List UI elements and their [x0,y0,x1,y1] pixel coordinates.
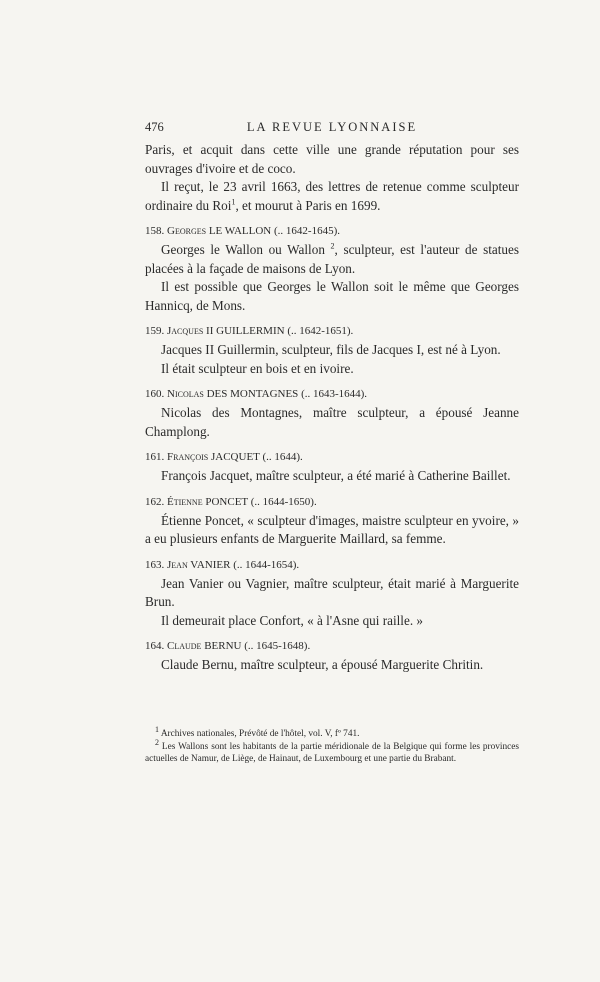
entry-paragraph: Claude Bernu, maître sculpteur, a épousé Marguerite Chritin. [161,657,484,672]
footnote: $^1$ Archives nationales, Prévôté de l'hôtel, vol. V, fº 741. [155,724,360,739]
entry-paragraph: François Jacquet, maître sculpteur, a été marié à Catherine Baillet. [161,468,511,483]
intro-paragraph: Paris, et acquit dans cette ville une grande réputation pour ses ouvrages d'ivoire et de coco. [145,142,519,176]
intro-paragraph: Il reçut, le 23 avril 1663, des lettres de retenue comme sculpteur ordinaire du Roi$^1$, et mourut à Paris en 1699. [145,179,519,213]
footnote-ref: 1 [231,197,236,207]
entry-paragraph: Nicolas des Montagnes, maître sculpteur, a épousé Jeanne Champlong. [145,405,519,439]
entry-paragraph: Il était sculpteur en bois et en ivoire. [161,360,354,376]
entry-heading: 163. Jean VANIER (.. 1644-1654). [145,558,300,571]
page-body [145,141,519,675]
entry-heading: 164. Claude BERNU (.. 1645-1648). [145,640,311,652]
page-number: 476 [145,120,164,134]
entry-paragraph: Jean Vanier ou Vagnier, maître sculpteur, était marié à Marguerite Brun. [145,575,519,609]
entry-paragraph: Il demeurait place Confort, « à l'Asne qui raille. » [161,612,424,628]
entry-paragraph: Il est possible que Georges le Wallon soit le même que Georges Hannicq, de Mons. [145,279,519,313]
entry-paragraph: Étienne Poncet, « sculpteur d'images, maistre sculpteur en yvoire, » a eu plusieurs enfants de Marguerite Maillard, sa femme. [145,512,519,546]
entry-paragraph: Jacques II Guillermin, sculpteur, fils de Jacques I, est né à Lyon. [161,342,501,357]
entry-heading: 162. Étienne PONCET (.. 1644-1650). [145,495,317,508]
running-header [145,120,519,138]
entry-heading: 159. Jacques II GUILLERMIN (.. 1642-1651). [145,325,354,337]
footnotes [145,724,519,766]
footnote: $^2$ Les Wallons sont les habitants de la partie méridionale de la Belgique qui forme les provinces actuelles de Namur, de Liège, de Hainaut, de Luxembourg et une partie du Brabant. [145,737,519,764]
entry-heading: 160. Nicolas DES MONTAGNES (.. 1643-1644). [145,388,368,400]
entry-heading: 158. Georges LE WALLON (.. 1642-1645). [145,225,340,237]
entry-heading: 161. François JACQUET (.. 1644). [145,451,303,463]
entry-paragraph: Georges le Wallon ou Wallon $^2$, sculpteur, est l'auteur de statues placées à la façade de maisons de Lyon. [145,241,519,276]
footnote-ref: 2 [330,241,335,251]
running-title: LA REVUE LYONNAISE [246,120,418,134]
